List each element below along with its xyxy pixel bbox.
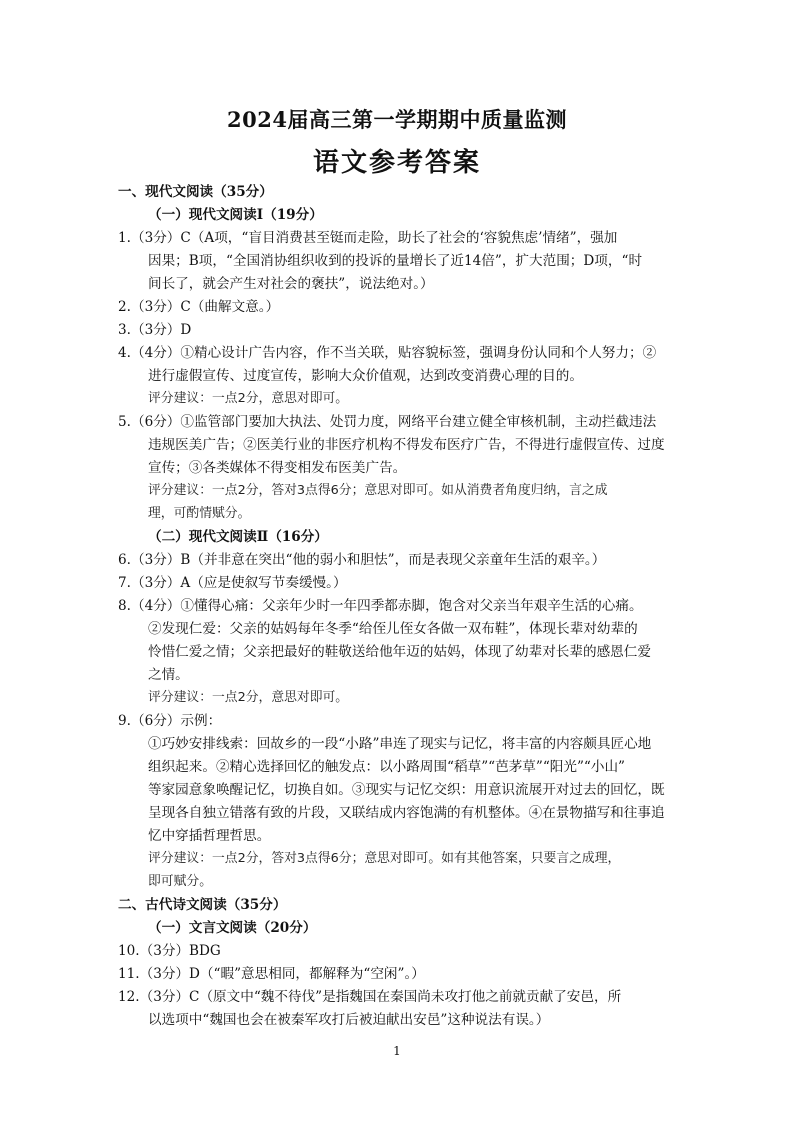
- answer-item: 11.（3分）D（“暇”意思相同，都解释为“空闲”。）: [118, 966, 425, 982]
- section-heading: 二、古代诗文阅读（35分）: [118, 897, 287, 913]
- answer-text: 间长了，就会产生对社会的褒扶”，说法绝对。）: [148, 276, 434, 292]
- answer-text: 等家园意象唤醒记忆，切换自如。③现实与记忆交织：用意识流展开对过去的回忆，既: [148, 782, 665, 798]
- subsection-heading: （一）文言文阅读（20分）: [148, 920, 317, 936]
- answer-text: ①巧妙安排线索：回故乡的一段“小路”串连了现实与记忆，将丰富的内容颇具匠心地: [148, 736, 652, 752]
- answer-item: 5.（6分）①监管部门要加大执法、处罚力度，网络平台建立健全审核机制，主动拦截违法: [118, 414, 657, 430]
- answer-text: 违规医美广告；②医美行业的非医疗机构不得发布医疗广告，不得进行虚假宣传、过度: [148, 437, 665, 453]
- answer-text: 之情。: [148, 667, 189, 683]
- answer-item: 12.（3分）C（原文中“魏不待伐”是指魏国在秦国尚未攻打他之前就贡献了安邑，所: [118, 989, 622, 1005]
- page-number: 1: [393, 1044, 401, 1058]
- answer-item: 6.（3分）B（并非意在突出“他的弱小和胆怯”，而是表现父亲童年生活的艰辛。）: [118, 552, 606, 568]
- exam-title: 2024届高三第一学期期中质量监测: [227, 107, 567, 132]
- answer-text: 因果；B项，“全国消协组织收到的投诉的量增长了近14倍”，扩大范围；D项，“时: [148, 253, 643, 269]
- scoring-note: 评分建议：一点2分，意思对即可。: [148, 690, 349, 705]
- section-heading: 一、现代文阅读（35分）: [118, 184, 273, 200]
- answer-key-title: 语文参考答案: [312, 148, 481, 178]
- subsection-heading: （二）现代文阅读Ⅱ（16分）: [148, 529, 328, 545]
- answer-item: 1.（3分）C（A项，“盲目消费甚至铤而走险，助长了社会的‘容貌焦虑’情绪”，强加: [118, 230, 618, 246]
- scoring-note: 评分建议：一点2分，答对3点得6分；意思对即可。如有其他答案，只要言之成理，: [148, 851, 621, 866]
- scoring-note: 评分建议：一点2分，答对3点得6分；意思对即可。如从消费者角度归纳，言之成: [148, 483, 608, 498]
- subsection-heading: （一）现代文阅读Ⅰ（19分）: [148, 207, 323, 223]
- answer-text: 呈现各自独立错落有致的片段，又联结成内容饱满的有机整体。④在景物描写和往事追: [148, 805, 665, 821]
- answer-item: 3.（3分）D: [118, 322, 192, 338]
- scoring-note: 即可赋分。: [148, 874, 212, 889]
- answer-text: 进行虚假宣传、过度宣传，影响大众价值观，达到改变消费心理的目的。: [148, 368, 583, 384]
- answer-text: 组织起来。②精心选择回忆的触发点：以小路周围“稻草”“芭茅草”“阳光”“小山”: [148, 759, 626, 775]
- scoring-note: 理，可酌情赋分。: [148, 506, 251, 521]
- answer-text: ②发现仁爱：父亲的姑妈每年冬季“给侄儿侄女各做一双布鞋”，体现长辈对幼辈的: [148, 621, 638, 637]
- answer-item: 8.（4分）①懂得心痛：父亲年少时一年四季都赤脚，饱含对父亲当年艰辛生活的心痛。: [118, 598, 643, 614]
- answer-text: 忆中穿插哲理哲思。: [148, 828, 271, 844]
- answer-text: 宣传；③各类媒体不得变相发布医美广告。: [148, 460, 407, 476]
- answer-item: 7.（3分）A（应是使叙写节奏缓慢。）: [118, 575, 347, 591]
- answer-item: 10.（3分）BDG: [118, 943, 221, 959]
- answer-text: 怜惜仁爱之情；父亲把最好的鞋敬送给他年迈的姑妈，体现了幼辈对长辈的感恩仁爱: [148, 644, 651, 660]
- answer-item: 2.（3分）C（曲解文意。）: [118, 299, 280, 315]
- scoring-note: 评分建议：一点2分，意思对即可。: [148, 391, 349, 406]
- answer-item: 9.（6分）示例：: [118, 713, 222, 729]
- answer-item: 4.（4分）①精心设计广告内容，作不当关联，贴容貌标签，强调身份认同和个人努力；②: [118, 345, 657, 361]
- answer-text: 以选项中“魏国也会在被秦军攻打后被迫献出安邑”这种说法有误。）: [148, 1012, 550, 1028]
